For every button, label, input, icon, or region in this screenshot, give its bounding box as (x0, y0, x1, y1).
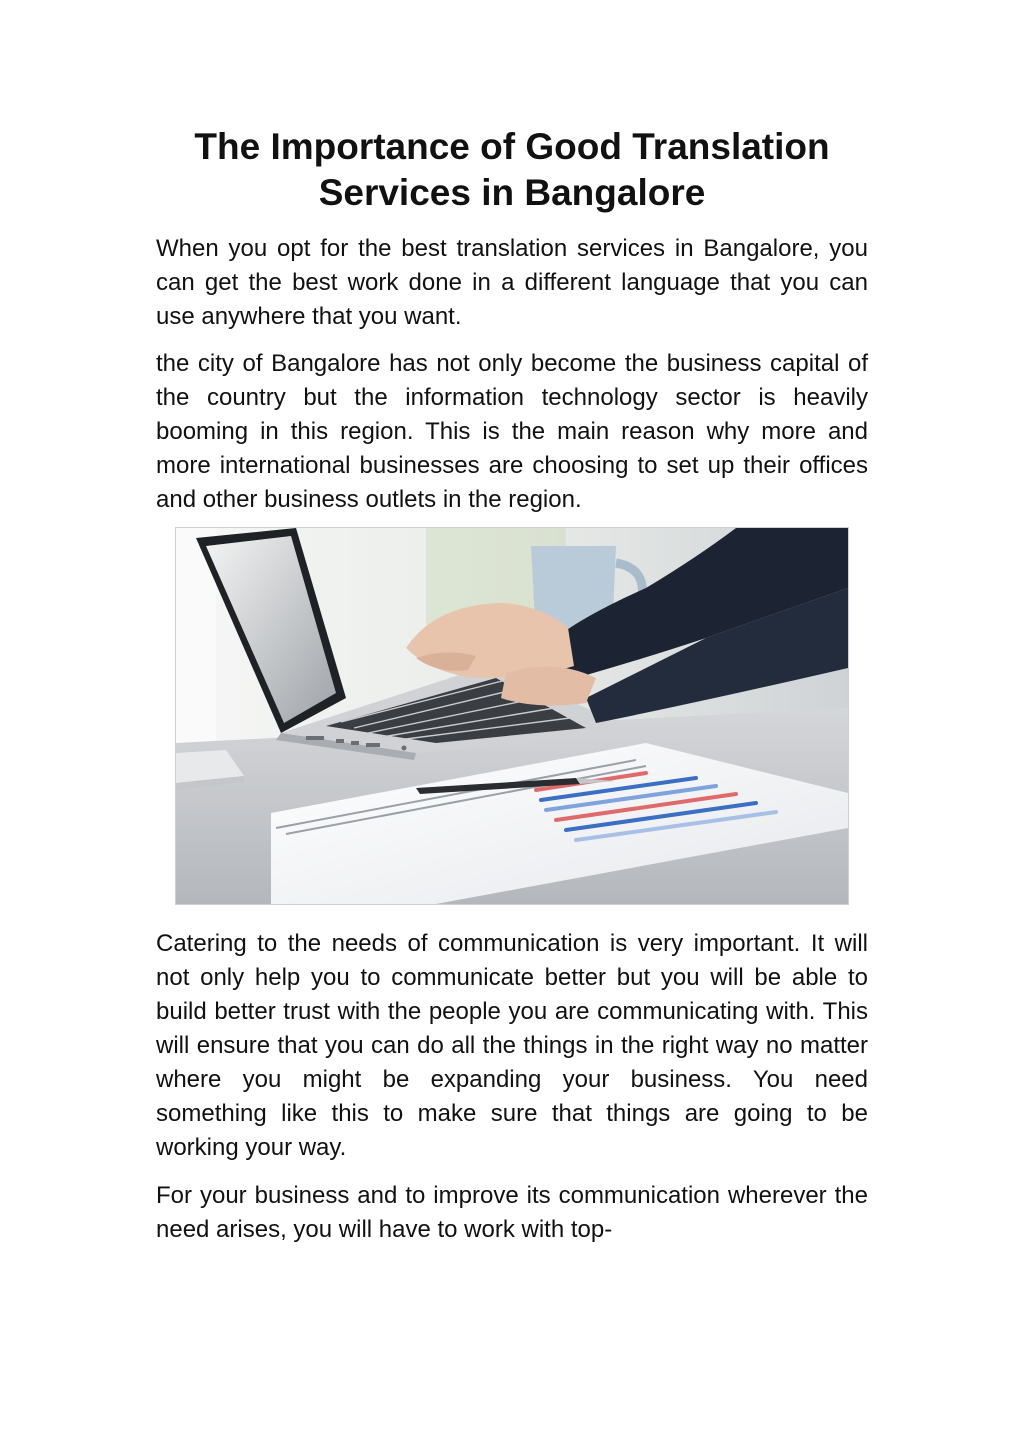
document-title: The Importance of Good Translation Services in Bangalore (194, 126, 830, 213)
paragraph-intro: When you opt for the best translation services in Bangalore, you can get the best work done in a different language that you can use anywhere that you want. (156, 235, 868, 330)
paragraph-bangalore-city: the city of Bangalore has not only become the business capital of the country but the information technology sector is heavily booming in this region. This is the main reason why more and more international businesses are choosing to set up their offices and other business outlets in the region. (156, 350, 868, 513)
paragraph-business: For your business and to improve its communication wherever the need arises, you will have to work with top- (156, 1182, 868, 1243)
laptop-typing-photo (175, 527, 849, 905)
document-page (156, 124, 868, 1247)
paragraph-communication: Catering to the needs of communication is very important. It will not only help you to communicate better but you will be able to build better trust with the people you are communicating with. This will ensure that you can do all the things in the right way no matter where you might be expanding your business. You need something like this to make sure that things are going to be working your way. (156, 930, 868, 1161)
